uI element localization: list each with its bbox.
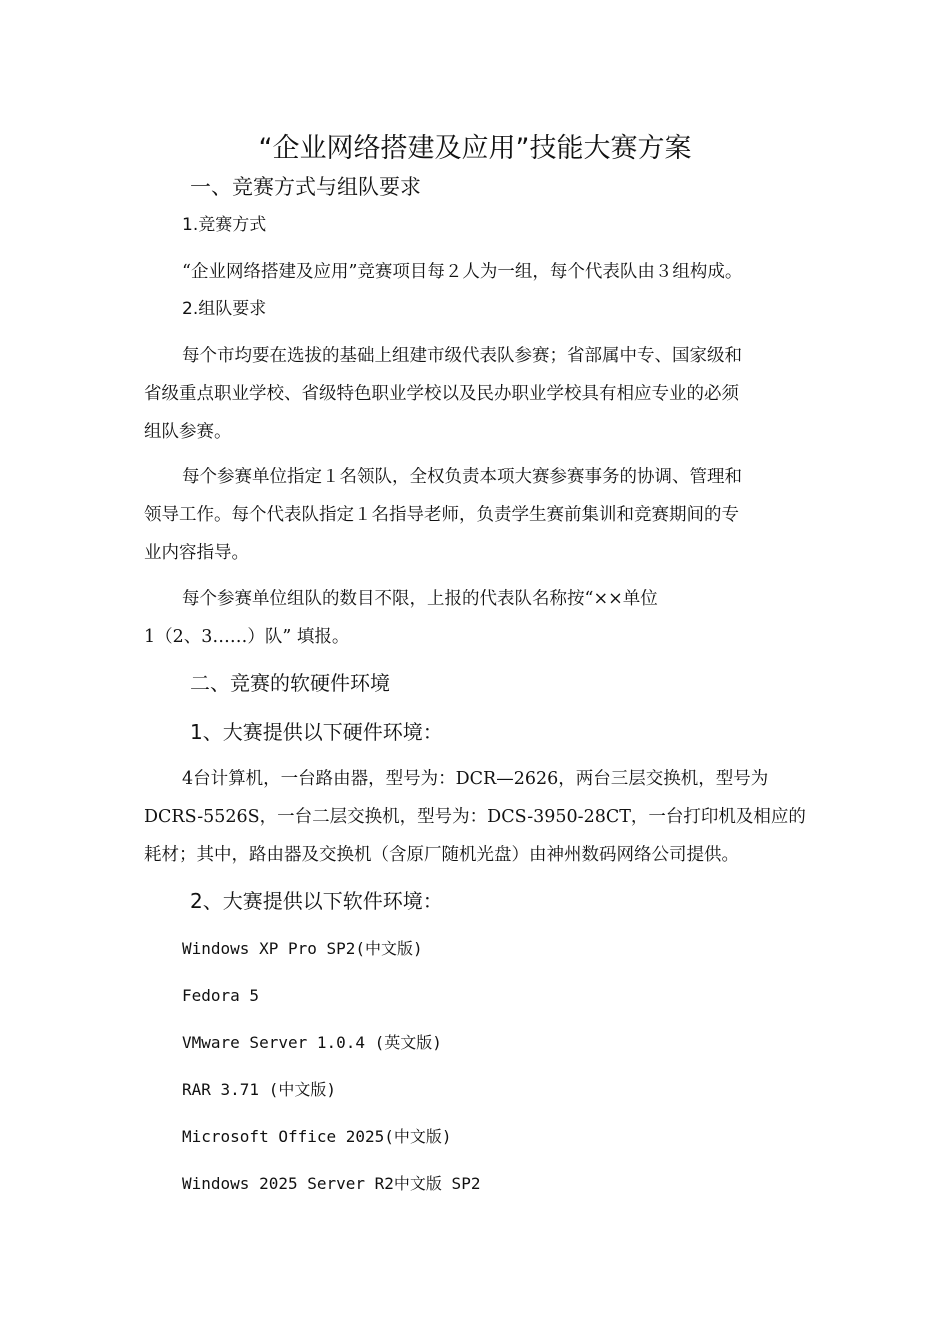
software-list-item: Microsoft Office 2025(中文版): [182, 1127, 452, 1146]
subsection-competition-mode-heading: 1.竞赛方式: [182, 215, 267, 235]
software-list-item: VMware Server 1.0.4 (英文版): [182, 1033, 442, 1052]
software-list-item: RAR 3.71 (中文版): [182, 1080, 336, 1099]
paragraph-line: DCRS-5526S，一台二层交换机，型号为：DCS-3950-28CT，一台打印机及相应的: [144, 807, 806, 827]
paragraph-line: 每个市均要在选拔的基础上组建市级代表队参赛；省部属中专、国家级和: [182, 346, 742, 366]
paragraph-line: 1（2、3……）队” 填报。: [144, 627, 350, 647]
paragraph-line: 省级重点职业学校、省级特色职业学校以及民办职业学校具有相应专业的必须: [144, 384, 739, 404]
software-list-item: Fedora 5: [182, 986, 260, 1005]
paragraph-line: 每个参赛单位组队的数目不限，上报的代表队名称按“××单位: [182, 589, 658, 609]
software-environment-heading: 2、大赛提供以下软件环境：: [190, 889, 443, 913]
section-1-heading: 一、竞赛方式与组队要求: [190, 175, 421, 199]
software-list-item: Windows XP Pro SP2(中文版): [182, 939, 423, 958]
paragraph-line: 领导工作。每个代表队指定１名指导老师，负责学生赛前集训和竞赛期间的专: [144, 505, 739, 525]
section-2-heading: 二、竞赛的软硬件环境: [190, 671, 390, 695]
paragraph-line: 4台计算机，一台路由器，型号为：DCR—2626，两台三层交换机，型号为: [182, 769, 769, 789]
hardware-environment-heading: 1、大赛提供以下硬件环境：: [190, 720, 443, 744]
competition-mode-text: “企业网络搭建及应用”竞赛项目每２人为一组，每个代表队由３组构成。: [182, 262, 743, 282]
subsection-team-requirements-heading: 2.组队要求: [182, 299, 267, 319]
paragraph-line: 业内容指导。: [144, 543, 249, 563]
software-list-item: Windows 2025 Server R2中文版 SP2: [182, 1174, 481, 1193]
paragraph-line: 每个参赛单位指定１名领队，全权负责本项大赛参赛事务的协调、管理和: [182, 467, 742, 487]
paragraph-line: 耗材；其中，路由器及交换机（含原厂随机光盘）由神州数码网络公司提供。: [144, 845, 739, 865]
paragraph-line: 组队参赛。: [144, 422, 232, 442]
document-title: “企业网络搭建及应用”技能大赛方案: [258, 133, 692, 164]
